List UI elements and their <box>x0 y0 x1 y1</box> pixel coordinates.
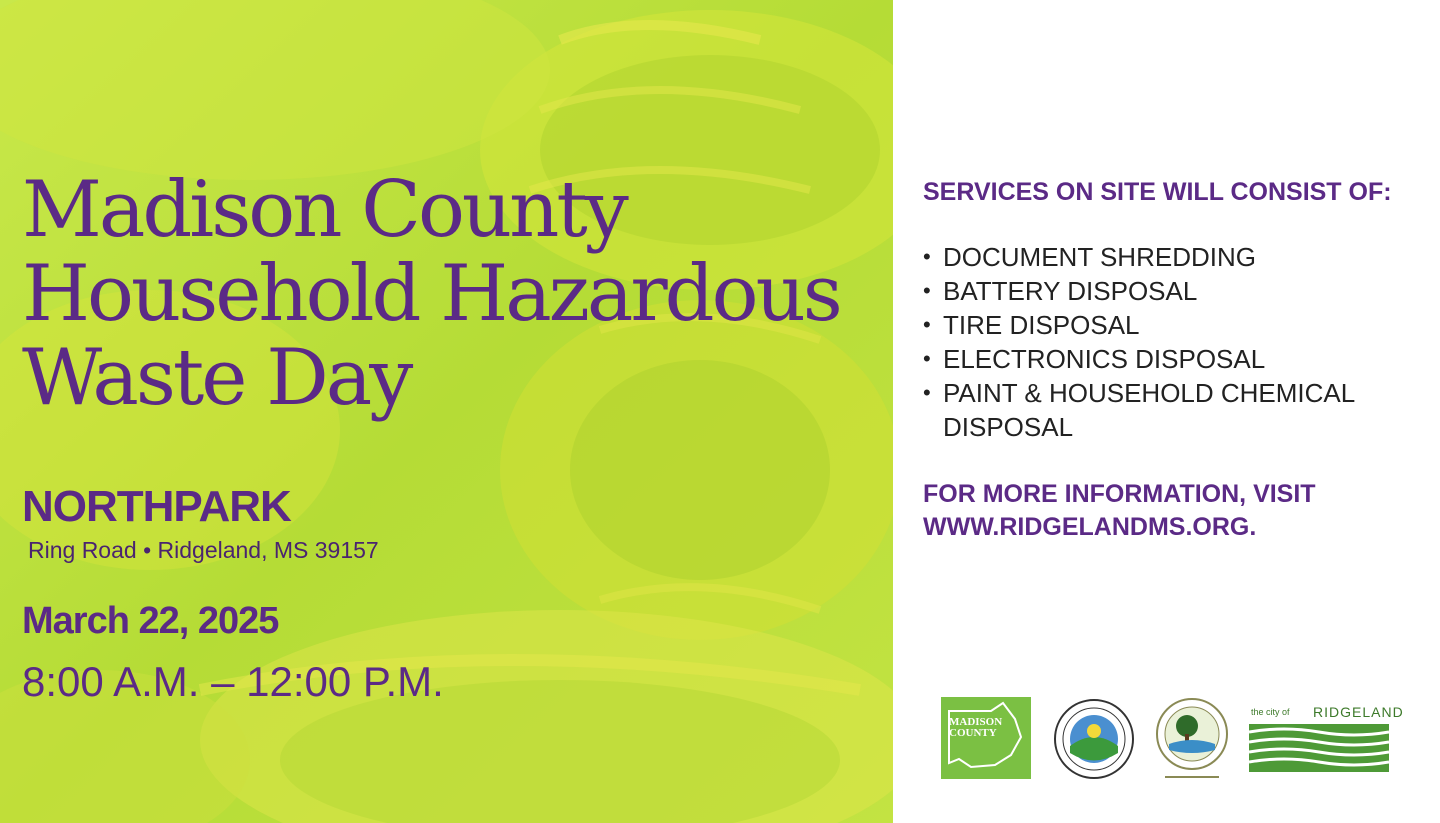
event-title-line-3: Waste Day <box>22 333 411 423</box>
ridgeland-waves-icon <box>1249 724 1389 772</box>
city-of-ridgeland-name: RIDGELAND <box>1313 704 1404 720</box>
bullet: • <box>923 346 931 371</box>
service-label: BATTERY DISPOSAL <box>943 276 1198 306</box>
city-of-ridgeland-logo <box>1249 704 1404 774</box>
service-label: PAINT & HOUSEHOLD CHEMICAL DISPOSAL <box>943 378 1355 442</box>
more-info-line-1: FOR MORE INFORMATION, VISIT <box>923 480 1316 508</box>
service-label: TIRE DISPOSAL <box>943 310 1140 340</box>
city-of-ridgeland-prefix: the city of <box>1251 707 1290 717</box>
sponsor-logos <box>893 690 1440 790</box>
list-item <box>923 376 1393 444</box>
list-item <box>923 308 1393 342</box>
service-label: DOCUMENT SHREDDING <box>943 242 1256 272</box>
details-panel <box>893 0 1440 823</box>
event-title-line-1: Madison County <box>22 165 626 255</box>
list-item <box>923 342 1393 376</box>
keep-ridgeland-beautiful-seal <box>1155 696 1229 784</box>
services-list <box>923 240 1393 444</box>
list-item <box>923 274 1393 308</box>
venue-address: Ring Road • Ridgeland, MS 39157 <box>28 537 379 563</box>
services-heading: SERVICES ON SITE WILL CONSIST OF: <box>923 178 1392 206</box>
event-time: 8:00 A.M. – 12:00 P.M. <box>22 658 444 705</box>
bullet: • <box>923 312 931 337</box>
venue-name: NORTHPARK <box>22 482 291 531</box>
website-url[interactable]: WWW.RIDGELANDMS.ORG. <box>923 513 1257 541</box>
city-of-madison-seal <box>1053 698 1135 780</box>
bullet: • <box>923 244 931 269</box>
madison-county-logo-text: MADISON COUNTY <box>949 716 1003 739</box>
event-date: March 22, 2025 <box>22 600 279 642</box>
service-label: ELECTRONICS DISPOSAL <box>943 344 1266 374</box>
madison-county-logo <box>941 697 1031 779</box>
event-title <box>22 165 892 423</box>
more-info-text <box>923 478 1403 544</box>
bullet: • <box>923 380 931 405</box>
bullet: • <box>923 278 931 303</box>
event-title-line-2: Household Hazardous <box>22 249 840 339</box>
list-item <box>923 240 1393 274</box>
